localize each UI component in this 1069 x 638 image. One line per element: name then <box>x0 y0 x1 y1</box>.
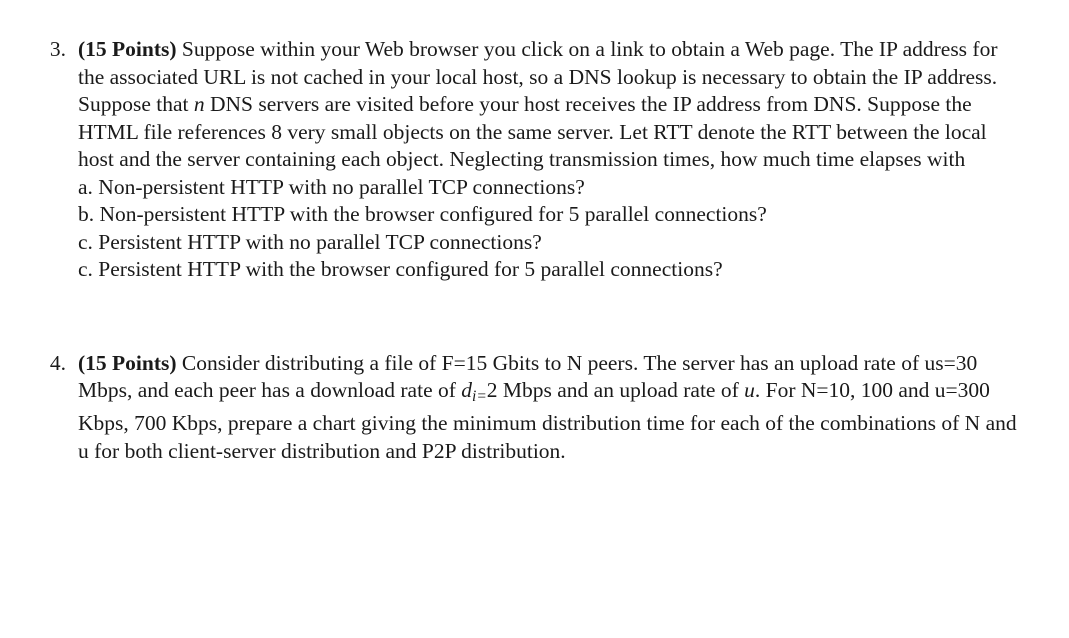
problem-4 <box>40 350 1029 466</box>
problem-4-body <box>78 350 1018 466</box>
problem-4-text-part3: . For N=10, 100 and u=300 Kbps, 700 Kbps, prepare a chart giving the minimum distribution time for each of the combinations of N and u for both client-server distribution and P2P distribution. <box>78 378 1017 463</box>
problem-4-variable-u: u <box>744 378 755 402</box>
problem-3-subitem-c1: c. Persistent HTTP with no parallel TCP connections? <box>78 229 542 254</box>
section-spacer <box>40 284 1029 350</box>
problem-3-number: 3. <box>49 37 66 61</box>
problem-3-text-part1: Suppose within your Web browser you click on a link to obtain a Web page. The IP address for the associated URL is not cached in your local host, so a DNS lookup is necessary to obtain the IP address. Suppose that <box>78 37 998 116</box>
problem-4-number: 4. <box>49 350 66 375</box>
problem-4-variable-d: d <box>461 378 473 402</box>
problem-3-variable-n: n <box>193 92 205 116</box>
problem-4-text-part1: Consider distributing a file of F=15 Gbits to N peers. The server has an upload rate of us=30 Mbps, and each peer has a download rate of <box>78 350 978 402</box>
problem-3-points: (15 Points) <box>78 37 177 61</box>
problem-3-subitem-a: a. Non-persistent HTTP with no parallel TCP connections? <box>78 174 585 199</box>
problem-3 <box>40 36 1029 284</box>
problem-4-points: (15 Points) <box>78 350 177 375</box>
problem-3-subitems <box>78 174 1018 284</box>
problem-3-subitem-c2: c. Persistent HTTP with the browser configured for 5 parallel connections? <box>78 257 723 281</box>
problem-4-statement <box>78 350 1018 466</box>
problem-4-text-part2: 2 Mbps and an upload rate of <box>486 378 745 402</box>
problem-3-text-part2: DNS servers are visited before your host receives the IP address from DNS. Suppose the HTML file references 8 very small objects on the same server. Let RTT denote the RTT between the local host and the server containing each object. Neglecting transmission times, how much time elapses with <box>78 92 987 171</box>
problem-3-body <box>78 36 1018 284</box>
problem-3-statement <box>78 36 1018 174</box>
problem-3-subitem-b: b. Non-persistent HTTP with the browser configured for 5 parallel connections? <box>78 202 767 226</box>
problem-4-variable-d-subscript: i= <box>472 387 487 405</box>
